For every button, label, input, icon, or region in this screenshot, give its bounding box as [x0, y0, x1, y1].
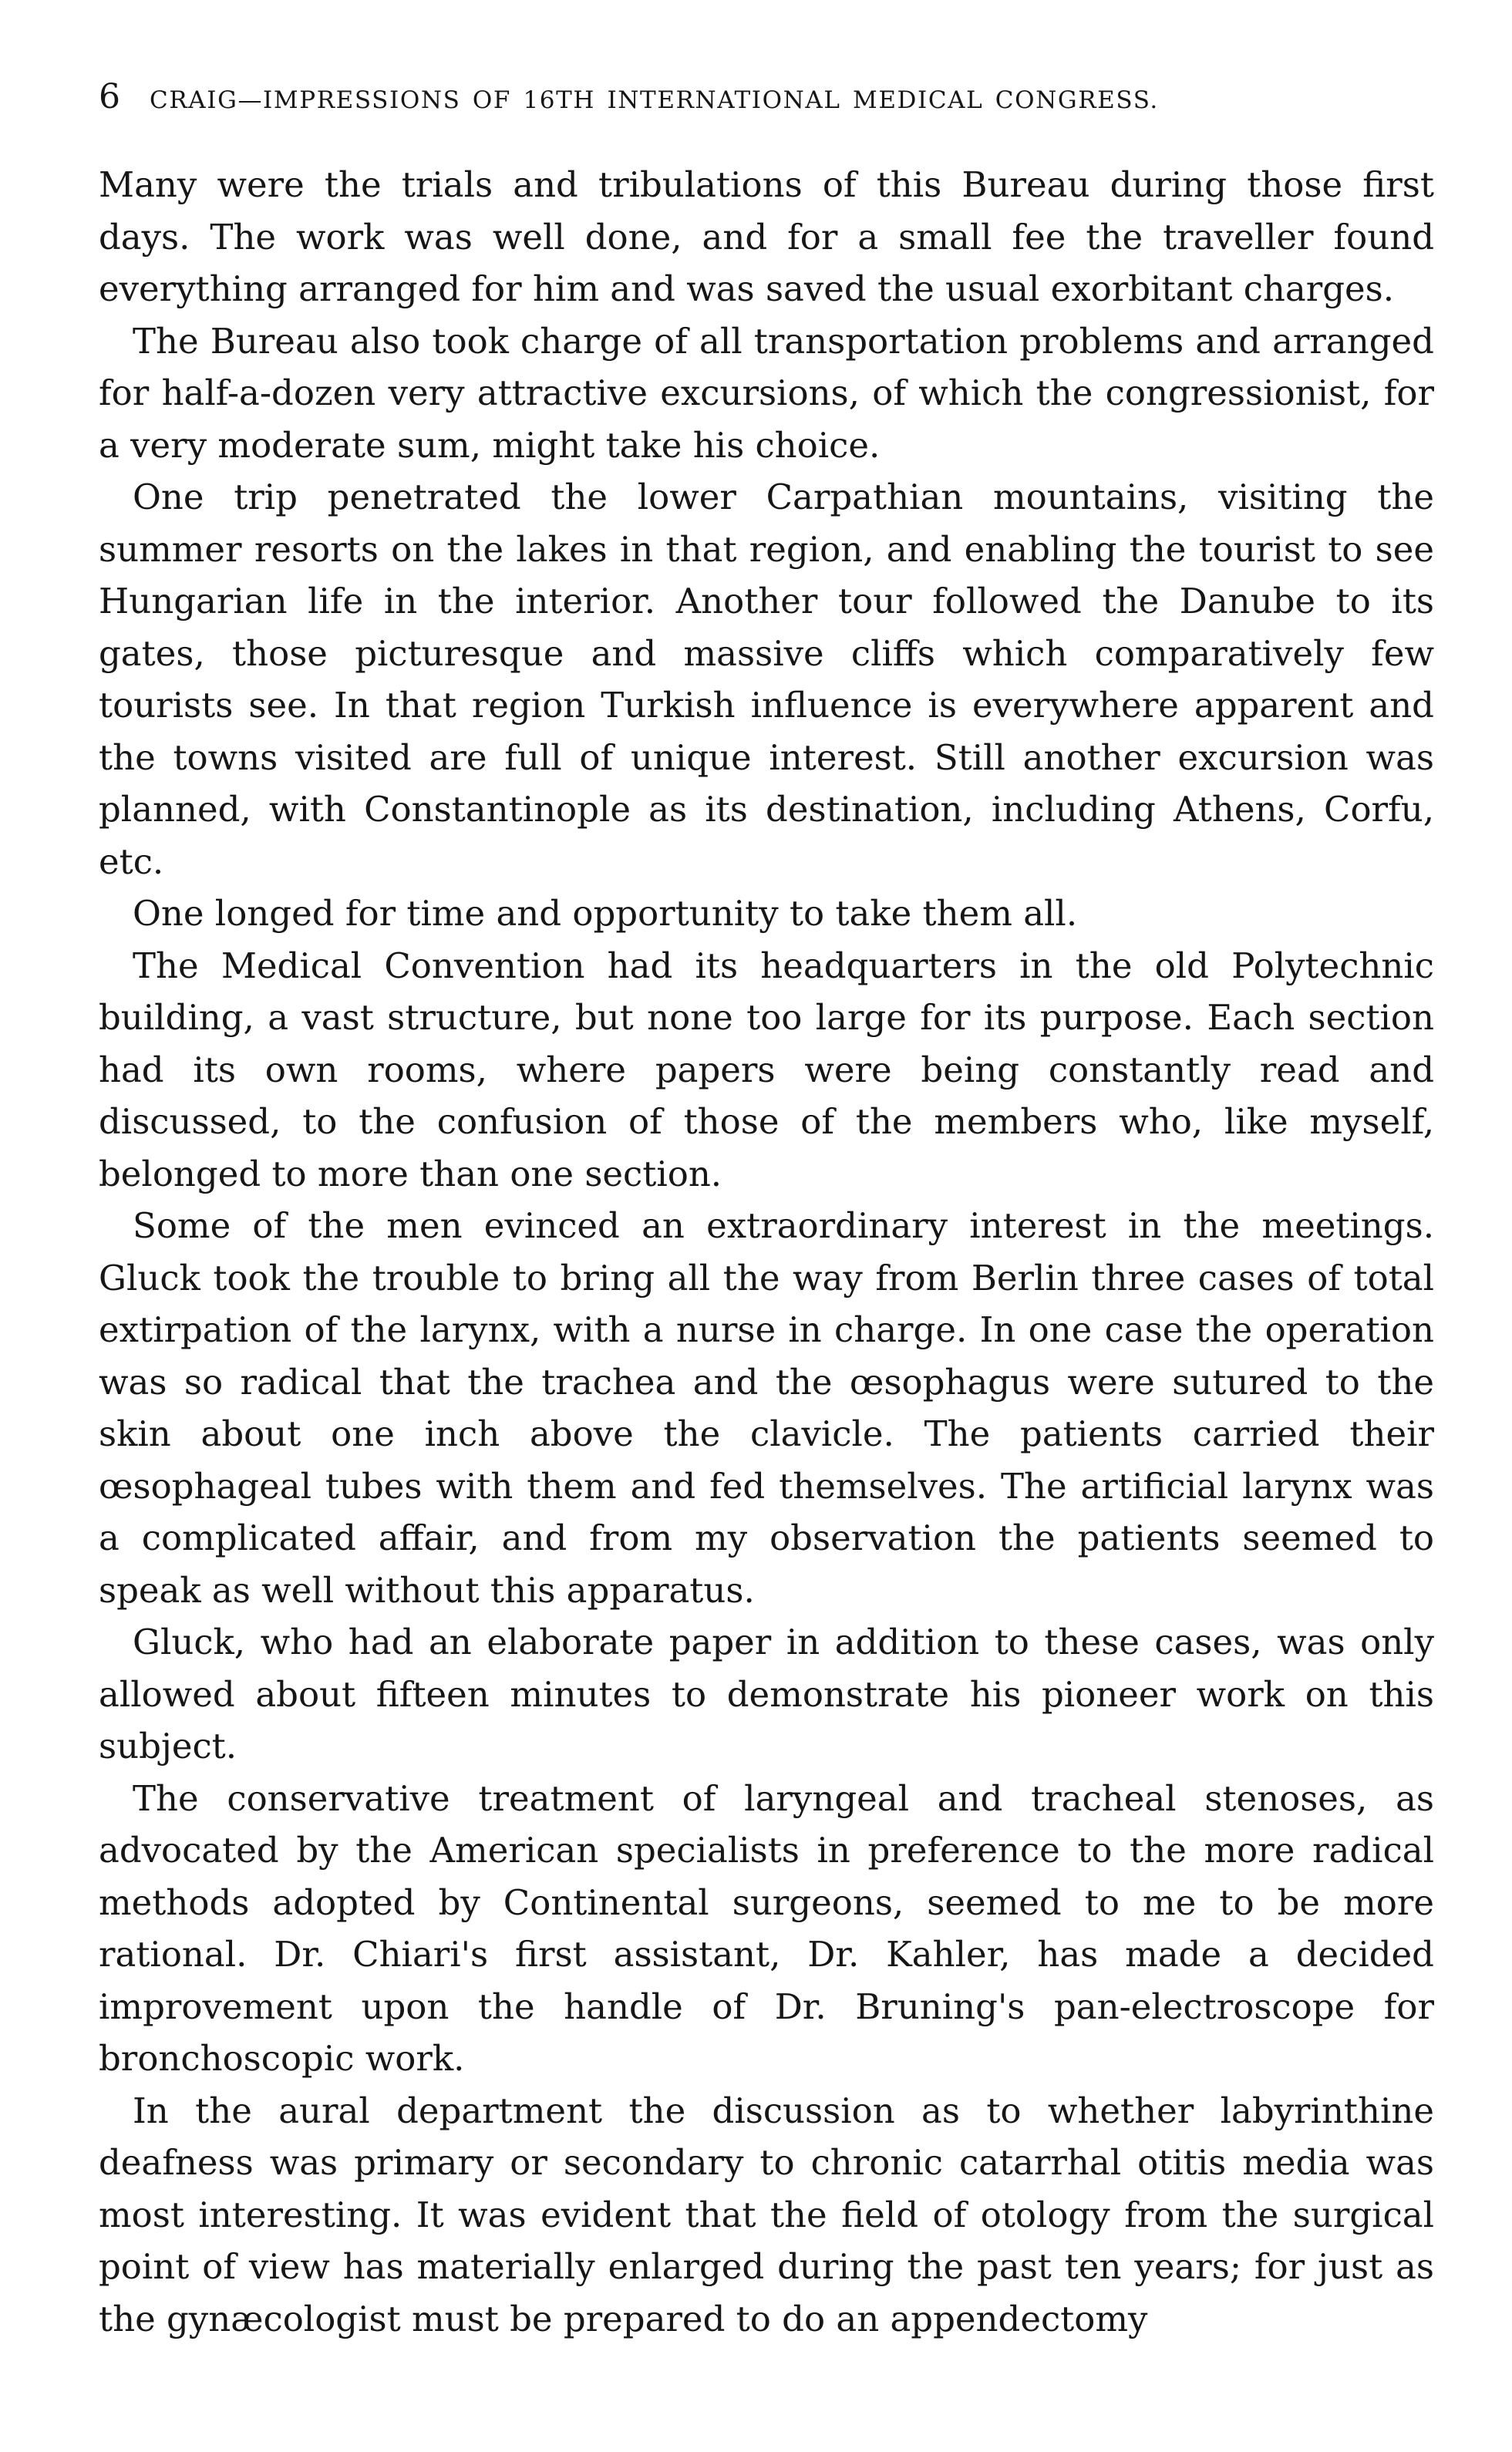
- paragraph: The Bureau also took charge of all transportation problems and arranged for half-a-dozen very attractive excursions, of which the congressionist, for a very moderate sum, might take his choice.: [99, 320, 1434, 466]
- running-head: [99, 77, 1434, 133]
- paragraph: In the aural department the discussion as to whether labyrinthine deafness was primary or secondary to chronic catarrhal otitis media was most interesting. It was evident that the field of otology from the surgical point of view has materially enlarged during the past ten years; for just as the gynæcologist must be prepared to do an appendectomy: [99, 2090, 1434, 2339]
- paragraph: Gluck, who had an elaborate paper in addition to these cases, was only allowed about fifteen minutes to demonstrate his pioneer work on this subject.: [99, 1622, 1434, 1767]
- page-number: 6: [99, 77, 120, 116]
- body-text: [99, 159, 1434, 2345]
- paragraph: One longed for time and opportunity to take them all.: [133, 893, 1078, 934]
- paragraph: The Medical Convention had its headquarters in the old Polytechnic building, a vast structure, but none too large for its purpose. Each section had its own rooms, where papers were being constantly read and discussed, to the confusion of those of the members who, like myself, belonged to more than one section.: [99, 945, 1434, 1194]
- book-page: [99, 77, 1434, 2345]
- running-title: CRAIG—IMPRESSIONS OF 16TH INTERNATIONAL MEDICAL CONGRESS.: [150, 86, 1159, 114]
- paragraph: One trip penetrated the lower Carpathian mountains, visiting the summer resorts on the lakes in that region, and enabling the tourist to see Hungarian life in the interior. Another tour followed the Danube to its gates, those picturesque and massive cliffs which comparatively few tourists see. In that region Turkish influence is everywhere apparent and the towns visited are full of unique interest. Still another excursion was planned, with Constantinople as its destination, including Athens, Corfu, etc.: [99, 477, 1434, 882]
- paragraph: The conservative treatment of laryngeal and tracheal stenoses, as advocated by the American specialists in preference to the more radical methods adopted by Continental surgeons, seemed to me to be more rational. Dr. Chiari's first assistant, Dr. Kahler, has made a decided improvement upon the handle of Dr. Bruning's pan-electroscope for bronchoscopic work.: [99, 1777, 1434, 2079]
- paragraph: Some of the men evinced an extraordinary interest in the meetings. Gluck took the trouble to bring all the way from Berlin three cases of total extirpation of the larynx, with a nurse in charge. In one case the operation was so radical that the trachea and the œsophagus were sutured to the skin about one inch above the clavicle. The patients carried their œsophageal tubes with them and fed themselves. The artificial larynx was a complicated affair, and from my observation the patients seemed to speak as well without this apparatus.: [99, 1205, 1434, 1611]
- paragraph: Many were the trials and tribulations of this Bureau during those first days. The work was well done, and for a small fee the traveller found everything arranged for him and was saved the usual exorbitant charges.: [99, 164, 1434, 309]
